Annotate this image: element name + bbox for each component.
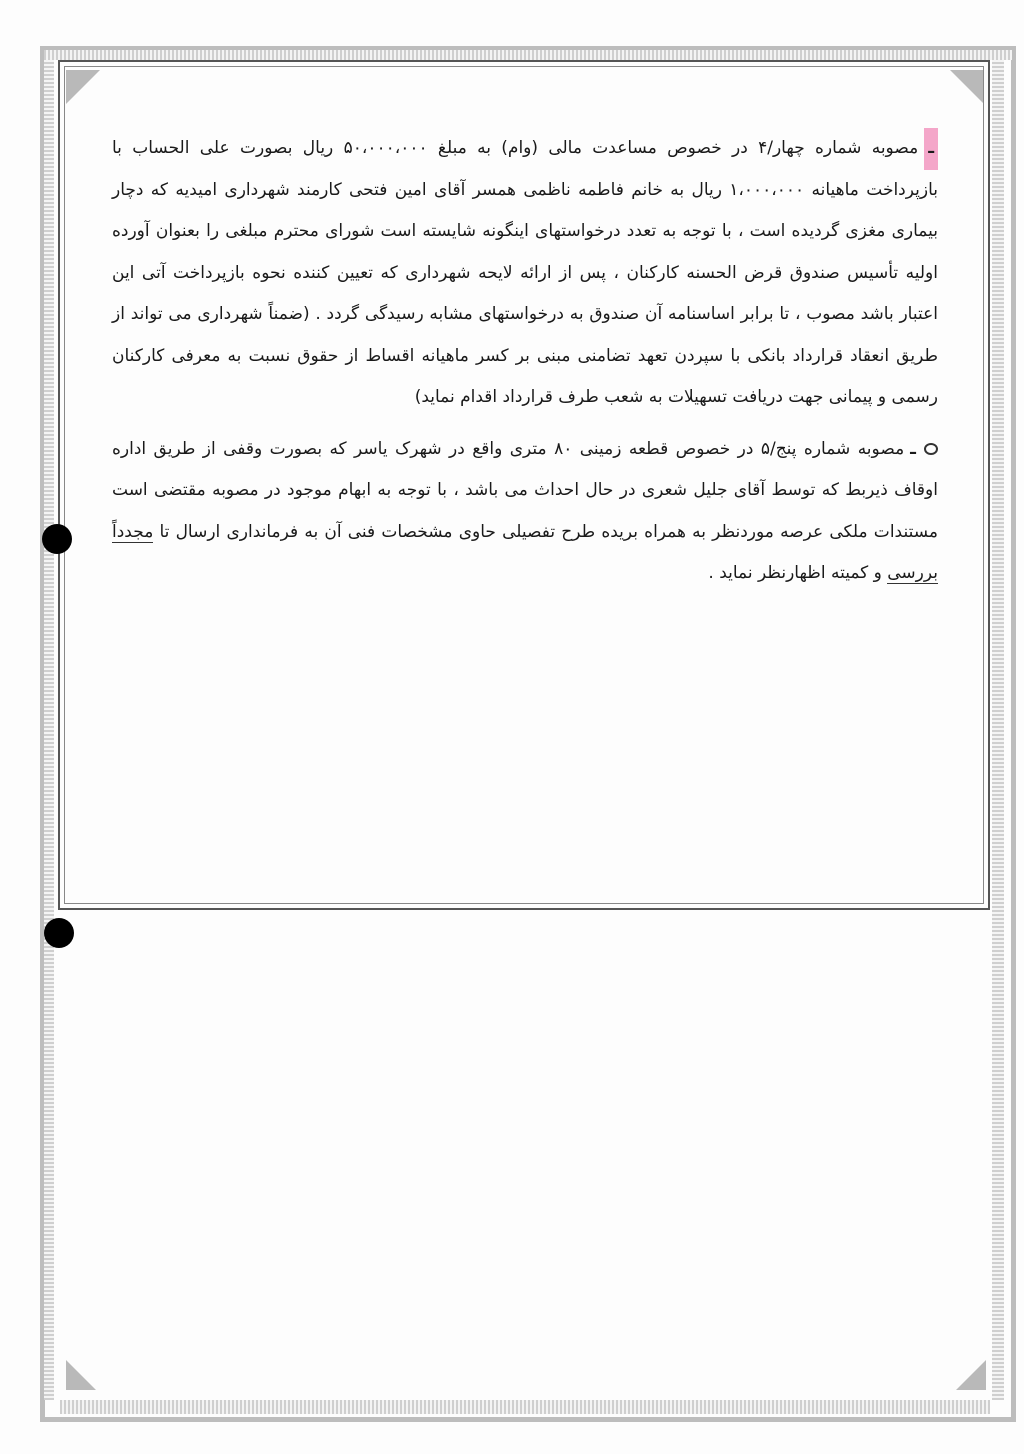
corner-ornament-bottom-left [66, 1360, 96, 1390]
corner-ornament-bottom-right [956, 1360, 986, 1390]
resolution-5-text-end: و کمیته اظهارنظر نماید . [708, 563, 882, 583]
resolutions-text [112, 128, 938, 595]
frame-hatch-top [44, 50, 1012, 60]
resolution-4-marker: ـ [924, 128, 938, 170]
resolution-5-marker: ـ [910, 438, 916, 459]
resolution-4-text: مصوبه شماره چهار/۴ در خصوص مساعدت مالی (وام) به مبلغ ۵۰،۰۰۰،۰۰۰ ریال بصورت علی الحساب با بازپرداخت ماهیانه ۱،۰۰۰،۰۰۰ ریال به خانم فاطمه ناظمی همسر آقای امین فتحی کارمند شهرداری امیدیه که دچار بیماری مغزی گردیده است ، با توجه به تعدد درخواستهای اینگونه شایسته است شورای محترم مبلغی را بعنوان آورده اولیه تأسیس صندوق قرض الحسنه کارکنان ، پس از ارائه لایحه شهرداری که تعیین کننده نحوه بازپرداخت آتی این اعتبار باشد مصوب ، تا برابر اساسنامه آن صندوق به درخواستهای مشابه رسیدگی گردد . (ضمناً شهرداری می تواند از طریق انعقاد قرارداد بانکی با سپردن تعهد تضامنی مبنی بر کسر ماهیانه اقساط از حقوق نسبت به معرفی کارکنان رسمی و پیمانی جهت دریافت تسهیلات به شعب طرف قرارداد اقدام نماید) [112, 138, 938, 407]
frame-hatch-bottom [60, 1400, 990, 1414]
resolution-5-text: مصوبه شماره پنج/۵ در خصوص قطعه زمینی ۸۰ متری واقع در شهرک یاسر که بصورت وقفی از طریق اداره اوقاف ذیربط که توسط آقای جلیل شعری در حال احداث می باشد ، با توجه به ابهام موجود در مصوبه مقتضی است مستندات ملکی عرصه موردنظر به همراه بریده طرح تفصیلی حاوی مشخصات فنی آن به فرمانداری ارسال تا [112, 438, 938, 542]
resolution-5-underlined-text: مجدداً بررسی [112, 521, 938, 583]
frame-hatch-right [992, 60, 1004, 1400]
resolution-4-paragraph [112, 128, 938, 419]
resolution-5-paragraph [112, 429, 938, 595]
circle-bullet-icon [924, 443, 938, 455]
punch-hole [44, 918, 74, 948]
punch-hole [42, 524, 72, 554]
frame-hatch-left [44, 60, 54, 1400]
